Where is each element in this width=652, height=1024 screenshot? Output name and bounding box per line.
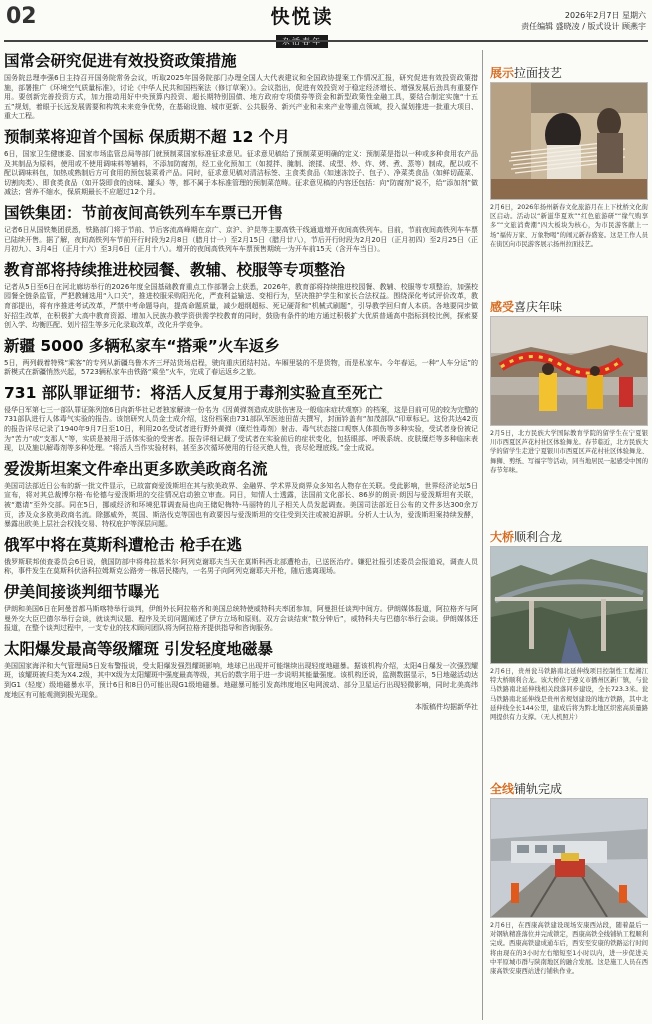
article bbox=[4, 203, 478, 255]
article-headline[interactable]: 国铁集团：节前夜间高铁列车车票已开售 bbox=[4, 203, 284, 222]
noodle-demo-image bbox=[491, 83, 647, 199]
photo-story bbox=[490, 64, 648, 249]
dragon-dance-image bbox=[491, 317, 647, 425]
article-body: 美国司法部近日公布的新一批文件显示，已故富商爱泼斯坦在其与欧美政界、金融界、学术界及商界众多知名人物存在关联。受此影响，世界经济论坛5日宣布，将对其总裁博尔格·布伦德与爱泼斯坦的交往情况启动独立审查。同日，知情人士透露，法国前文化部长、86岁的朗贡·朗因与爱泼斯坦有关联，被“邀请”至外交部。同在5日，挪威经济和环境犯罪调查局也向王储妃梅特-马丽特的儿子相关人员发起调查。美国司法部近日公布的文件多达300余万页，涉及众多欧美政商名流。除挪威外，英国、斯洛伐克等国也有政要因与爱泼斯坦的交往受到关注或被迫辞职。分析人士认为，爱泼斯坦案持续发酵，暴露出欧美上层社会权钱交易、特权庇护等深层问题。 bbox=[4, 481, 478, 529]
editor-credits: 责任编辑 盛晓凌 / 版式设计 顾燕宇 bbox=[521, 22, 646, 31]
article-body: 美国国家海洋和大气管理局5日发布警报说，受太阳爆发强烈耀斑影响，地球已出现并可能继续出现轻度地磁暴。据该机构介绍，太阳4日爆发一次强烈耀斑，该耀斑被归类为X4.2级，其中X级为太阳耀斑中强度最高等级，其后的数字用于进一步说明其能量强度。该机构还说，监测数据显示，5日地磁活动达到G1（轻度）级地磁暴水平，预计6日和8日仍可能出现G1级地磁暴。地磁暴可能引发高纬度地区电网波动、部分卫星运行出现轻微影响，同时北美高纬度地区有可能观测到极光现象。 bbox=[4, 661, 478, 699]
photo-story bbox=[490, 298, 648, 475]
photo-caption: 2月5日，北方民族大学国际教育学院的留学生在宁夏银川市西夏区芦花村社区体验舞龙。春节临近，北方民族大学的留学生走进宁夏银川市西夏区芦花村社区体验舞龙、舞狮、剪纸、写福字等活动，同当地居民一起感受中国的春节年味。 bbox=[490, 430, 648, 474]
title-highlight: 全线 bbox=[490, 782, 515, 796]
photo-caption: 2月6日，贵州瓮马铁路南北延伸线项目控制性工程湘江特大桥顺利合龙。该大桥位于遵义市播州区新厂镇，与瓮马铁路南北延伸线相关段落同步建设，全长723.3米。瓮马铁路南北延伸线是贵州省规划建设的地方铁路，其中北延伸线全长144公里，建成后将为黔北地区织密高质量路网提供有力支撑。（无人机照片） bbox=[490, 668, 648, 722]
photo-story bbox=[490, 528, 648, 722]
article bbox=[4, 535, 478, 577]
photo-bridge-closure[interactable] bbox=[490, 546, 648, 664]
photo-story-title bbox=[490, 298, 648, 316]
page-number: 02 bbox=[6, 4, 37, 29]
bridge-image bbox=[491, 547, 647, 663]
article bbox=[4, 383, 478, 454]
title-rest: 拉面技艺 bbox=[514, 66, 563, 80]
track-laying-image bbox=[491, 799, 647, 917]
title-rest: 铺轨完成 bbox=[514, 782, 563, 796]
photo-caption: 2月6日，在西康高铁建设现场安康西站段，随着最后一对钢轨精准落位并完成锁定，西康高铁全线铺轨工程顺利完成。西康高铁建成通车后，西安至安康的铁路运行时间将由现在的3小时左右缩短至1小时以内，进一步促进关中平原城市群与陕南地区的融合发展。这是施工人员在西康高铁安康西站进行铺轨作业。 bbox=[490, 922, 648, 976]
article-headline[interactable]: 新疆 5000 多辆私家车“搭乘”火车返乡 bbox=[4, 336, 280, 355]
article-headline[interactable]: 伊美间接谈判细节曝光 bbox=[4, 583, 160, 601]
article-body: 国务院总理李强6日主持召开国务院常务会议，听取2025年国务院部门办理全国人大代表建议和全国政协提案工作情况汇报，研究促进有效投资政策措施，部署推广《环境空气质量标准》，讨论《中华人民共和国档案法（修订草案）》。会议指出，促进有效投资对于稳定经济增长、增强发展后劲具有重要作用。要创新完善投资方式，加力推动用好中央预算内投资、超长期特别国债、地方政府专项债券等资金和新型政策性金融工具，要结合制定实施“十五五”规划，着眼于长远发展需要和构筑未来竞争优势，在基础设施、城市更新、公共服务、新兴产业和未来产业等重点领域，投入谋划推进一批重大项目、重大工程。 bbox=[4, 74, 478, 121]
photo-caption: 2月6日，2026年扬州新春文化旅游月在上下枕桥文化街区启动。活动以“新滋华夏欢”“红色旅游研”“缘气购享多”“文旅消费潮”四大板块为核心，为市民游客献上一场“福传万家、万象物喝”的闹元新春盛宴。这是工作人员在街区向市民游客展示扬州拉面技艺。 bbox=[490, 204, 648, 248]
article bbox=[4, 459, 478, 530]
photo-noodle-demo[interactable] bbox=[490, 82, 648, 200]
article-body: 记者从5日至6日在河北廊坊举行的2026年度全国基础教育重点工作部署会上获悉，2026年，教育部将持续推进校园餐、教辅、校服等专项整治，加强校园餐全链条监管，严把教辅选用“入口关”，推进校服采购阳光化，严查利益输送、变相行为，坚决推护学生和家长合法权益。围绕深化考试评价改革，教育部提出，将有序推进考试改革，严禁中考命题导向，提高命题质量，减少超纲超标、死记硬背和“机械式刷题”，引导教学回归育人本质。各地要同步做好招生改革，在积极扩大高中教育资源、增加入民族办教学资供需学校教育的同时，鼓励有条件的地方通过积极扩大优质普通高中指标到校比例，探索要创入学、均衡匹配、划片招生等多元化录取改革，改化升学竞争。 bbox=[4, 282, 478, 330]
article-body: 5日，两列载着特殊“乘客”的专列从新疆乌鲁木齐三坪站货场启程，驶向重庆团结村站。车厢里装的不是货物，而是私家车。今年春运，一种“人车分运”的新模式在新疆悄然兴起，5723辆私家车由铁路“乘坐”火车，完成了春运返乡之旅。 bbox=[4, 358, 478, 377]
column-divider bbox=[482, 50, 483, 1020]
title-rest: 顺利合龙 bbox=[514, 530, 563, 544]
photo-story-title bbox=[490, 64, 648, 82]
article-body: 侵华日军第七三一部队罪证陈列馆6日向新华社记者独家解读一份名为《因黄弹剂造成皮肤伤害及一般临床症状观察》的档案，这是目前可见的较为完整的731部队进行人体毒气实验的报告。该馆研究人员金士成介绍，这份档案由731部队军医池田苗夫撰写，封面钤盖有“加茂部队”印章标记。这份共达42页的报告详尽记录了1940年9月7日至10日，利用20名受试者进行野外黄弹（糜烂性毒剂）射击、毒气状态接口观察人体损伤等多种实验，受试者身份被记为“苦力”或“支那人”等，实质是被用于活体实验的受害者。报告详细记载了受试者在实验前后的症状变化，包括眼部、呼吸系统、皮肤糜烂等多种临床表现，以及施以解毒剂等多种处理。“将活人当作实验材料，甚至多次循环使用的行径灭绝人性，丧尽伦理底线。”金士成说。 bbox=[4, 405, 478, 453]
article-body: 伊朗和美国6日在阿曼首都马斯喀特举行谈判，伊朗外长阿拉格齐和美国总统特使威特科夫率团参加，阿曼担任谈判中间方。伊朗媒体报道，阿拉格齐与阿曼外交大臣巴德尔举行会谈，就谈判议题、程序及关切问题阐述了伊方立场和原则。双方会谈结束“数分钟后”，威特科夫与巴德尔举行会谈。伊朗媒体还报道，在整个谈判过程中，一支专业的技术顾问团队将为阿拉格齐提供指导和咨询服务。 bbox=[4, 605, 478, 633]
issue-date: 2026年2月7日 星期六 bbox=[564, 11, 646, 20]
article-headline[interactable]: 国常会研究促进有效投资政策措施 bbox=[4, 52, 237, 70]
title-highlight: 大桥 bbox=[490, 530, 515, 544]
photo-story-title bbox=[490, 528, 648, 546]
photo-track-laying[interactable] bbox=[490, 798, 648, 918]
article-body: 6日，国家卫生健康委、国家市场监管总局等部门就预制菜国家标准征求意见。征求意见稿给了预制菜更明确的定义：预制菜是指以一种或多种食用农产品及其制品为原料，使用或不使用调味料等辅料，不添加防腐剂，经工业化预加工（如搅拌、腌制、滚揉、成型、炒、炸、烤、煮、蒸等）制成，配以或不配以调味料包，加热或熟制后方可食用的预包装菜肴产品。同时，征求意见稿对清洁标签、主食类食品（如速冻饺子、包子）、净菜类食品（如鲜切蔬菜、切割肉类）、即食类食品（如开袋即食的卤味、罐头）等，都不属于本标准管理的预制菜范畴。征求意见稿的内容还包括：向“防腐剂”说不，给“添加剂”做减法；营养不缩水，保质期最长不应超过12个月。 bbox=[4, 149, 478, 197]
photo-dragon-dance[interactable] bbox=[490, 316, 648, 426]
news-column bbox=[4, 48, 478, 1020]
page-header bbox=[0, 0, 652, 44]
title-rest: 喜庆年味 bbox=[514, 300, 563, 314]
article-headline[interactable]: 爱泼斯坦案文件牵出更多欧美政商名流 bbox=[4, 459, 268, 478]
article bbox=[4, 336, 478, 378]
article bbox=[4, 582, 478, 634]
article-headline[interactable]: 太阳爆发最高等级耀斑 引发轻度地磁暴 bbox=[4, 639, 273, 658]
article-body: 俄罗斯联邦侦查委员会6日说，俄国防部中将弗拉基米尔·阿列克谢耶夫当天在莫斯科西北部遭枪击，已送医治疗。嫌犯社报引述委员会报道说，调查人员称，事件发生在莫斯科伏洛科拉姆斯克公路旁一栋居民楼内，一名男子向阿列克谢耶夫开枪，随后逃离现场。 bbox=[4, 557, 478, 576]
article bbox=[4, 639, 478, 712]
article-headline[interactable]: 俄军中将在莫斯科遭枪击 枪手在逃 bbox=[4, 535, 242, 554]
article bbox=[4, 127, 478, 198]
section-title: 快悦读 bbox=[270, 6, 334, 28]
article-headline[interactable]: 731 部队罪证细节：将活人反复用于毒剂实验直至死亡 bbox=[4, 383, 383, 402]
photo-story-title bbox=[490, 780, 648, 798]
article-body: 记者6日从国铁集团获悉，铁路部门将于节前、节后客流高峰期在京广、京沪、沪昆等主要高铁干线通道增开夜间高铁列车。目前，节前夜间高铁列车车票已陆续开售。据了解，夜间高铁列车节前开行时段为2月8日（腊月廿一）至2月15日（腊月廿八），节后开行时段为2月20日（正月初四）至2月25日（正月初九）、3月4日（正月十六）至3月6日（正月十八）。增开的夜间高铁列车车票预售期统一为开车前15天（含开车当日）。 bbox=[4, 225, 478, 254]
source-credit: 本版稿件均据新华社 bbox=[415, 703, 478, 712]
issue-meta bbox=[521, 10, 646, 32]
title-highlight: 展示 bbox=[490, 66, 515, 80]
photo-column bbox=[490, 48, 648, 1020]
photo-story bbox=[490, 780, 648, 976]
title-highlight: 感受 bbox=[490, 300, 515, 314]
article-headline[interactable]: 预制菜将迎首个国标 保质期不超 12 个月 bbox=[4, 127, 290, 146]
header-rule bbox=[4, 40, 648, 42]
article-headline[interactable]: 教育部将持续推进校园餐、教辅、校服等专项整治 bbox=[4, 260, 346, 279]
article bbox=[4, 51, 478, 122]
article bbox=[4, 260, 478, 331]
